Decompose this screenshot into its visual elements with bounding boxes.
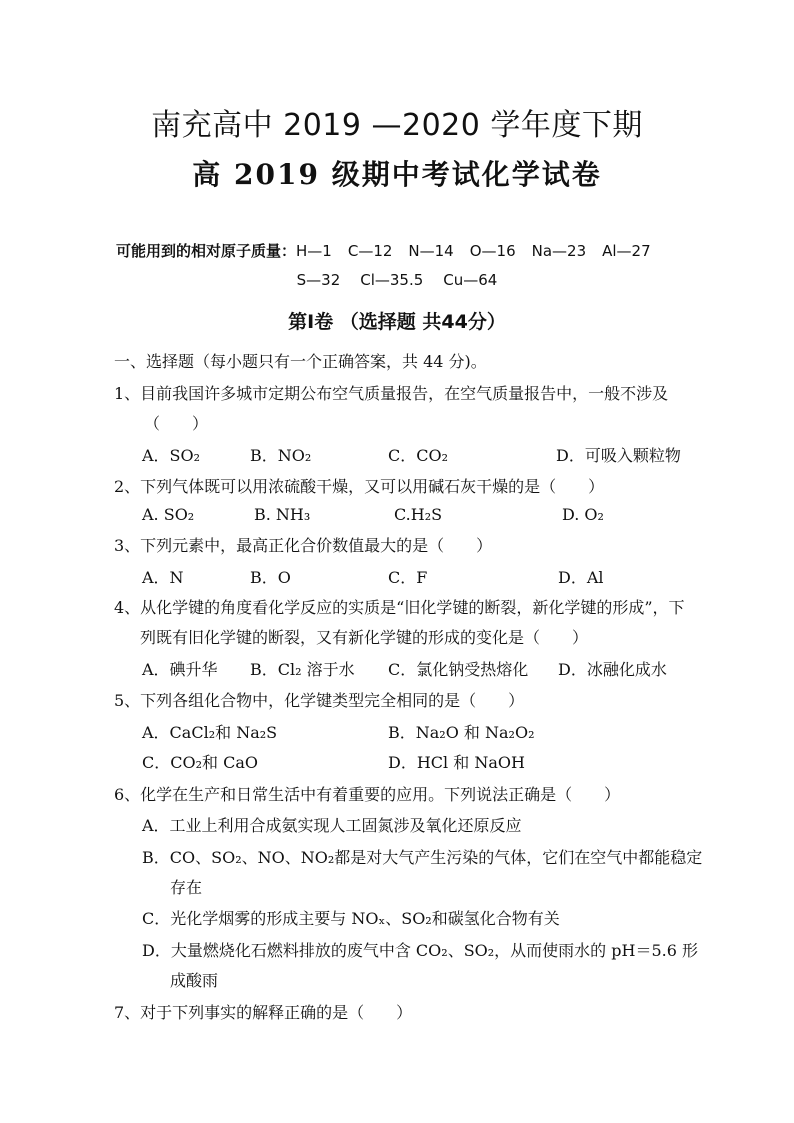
question-6-stem: 6、化学在生产和日常生活中有着重要的应用。下列说法正确是（ ）	[114, 785, 621, 804]
atomic-mass-line-2	[0, 271, 794, 289]
question-6-option-d: D．大量燃烧化石燃料排放的废气中含 CO₂、SO₂，从而使雨水的 pH＝5.6 形	[142, 941, 698, 960]
exam-subtitle: 高 2019 级期中考试化学试卷	[192, 158, 602, 191]
question-6-option-b-cont: 存在	[170, 878, 203, 897]
atomic-mass-label: 可能用到的相对原子质量：	[116, 242, 297, 260]
question-3-option-b: B．O	[250, 568, 291, 587]
atomic-mass-item: Cl—35.5	[360, 271, 424, 289]
question-4-option-a: A．碘升华	[142, 660, 218, 679]
question-4-stem-cont: 列既有旧化学键的断裂，又有新化学键的形成的变化是（ ）	[140, 628, 589, 647]
section-title: 第Ⅰ卷 （选择题 共44分）	[288, 311, 506, 333]
atomic-mass-item: N—14	[408, 242, 454, 260]
question-4-option-b: B．Cl₂ 溶于水	[250, 660, 355, 679]
question-1-option-a: A．SO₂	[142, 446, 201, 465]
question-1-option-d: D．可吸入颗粒物	[556, 446, 681, 465]
atomic-mass-item: Al—27	[602, 242, 651, 260]
question-7-stem: 7、对于下列事实的解释正确的是（ ）	[114, 1003, 413, 1022]
question-4-stem: 4、从化学键的角度看化学反应的实质是“旧化学键的断裂，新化学键的形成”，下	[114, 598, 685, 617]
question-6-option-a: A．工业上利用合成氨实现人工固氮涉及氧化还原反应	[142, 816, 522, 835]
question-2-stem: 2、下列气体既可以用浓硫酸干燥，又可以用碱石灰干燥的是（ ）	[114, 477, 605, 496]
question-3-option-d: D．Al	[558, 568, 604, 587]
atomic-mass-item: S—32	[296, 271, 341, 289]
atomic-mass-item: Na—23	[531, 242, 587, 260]
question-6-option-d-cont: 成酸雨	[170, 971, 219, 990]
question-6-option-b: B．CO、SO₂、NO、NO₂都是对大气产生污染的气体，它们在空气中都能稳定	[142, 848, 703, 867]
part-heading: 一、选择题（每小题只有一个正确答案，共 44 分)。	[114, 352, 487, 371]
question-2-option-b: B. NH₃	[254, 505, 311, 524]
question-5-option-a: A．CaCl₂和 Na₂S	[142, 723, 278, 742]
question-3-option-c: C．F	[388, 568, 428, 587]
question-5-option-d: D．HCl 和 NaOH	[388, 753, 525, 772]
atomic-mass-item: C—12	[347, 242, 393, 260]
question-2-option-c: C.H₂S	[394, 505, 443, 524]
question-1-option-b: B．NO₂	[250, 446, 312, 465]
atomic-mass-item: Cu—64	[443, 271, 498, 289]
atomic-mass-item: H—1	[296, 242, 332, 260]
question-5-stem: 5、下列各组化合物中，化学键类型完全相同的是（ ）	[114, 691, 525, 710]
question-6-option-c: C．光化学烟雾的形成主要与 NOₓ、SO₂和碳氢化合物有关	[142, 909, 560, 928]
question-3-option-a: A．N	[142, 568, 184, 587]
atomic-mass-line-1	[116, 240, 696, 261]
question-5-option-b: B．Na₂O 和 Na₂O₂	[388, 723, 535, 742]
question-2-option-d: D. O₂	[562, 505, 604, 524]
question-4-option-c: C．氯化钠受热熔化	[388, 660, 529, 679]
question-1-stem: 1、目前我国许多城市定期公布空气质量报告，在空气质量报告中，一般不涉及	[114, 384, 669, 403]
question-2-option-a: A. SO₂	[142, 505, 195, 524]
question-1-stem-cont: （ ）	[144, 414, 209, 433]
question-4-option-d: D．冰融化成水	[558, 660, 667, 679]
atomic-mass-item: O—16	[469, 242, 516, 260]
page-title: 南充高中 2019 —2020 学年度下期	[151, 108, 643, 143]
question-5-option-c: C．CO₂和 CaO	[142, 753, 259, 772]
question-1-option-c: C．CO₂	[388, 446, 449, 465]
question-3-stem: 3、下列元素中，最高正化合价数值最大的是（ ）	[114, 536, 493, 555]
